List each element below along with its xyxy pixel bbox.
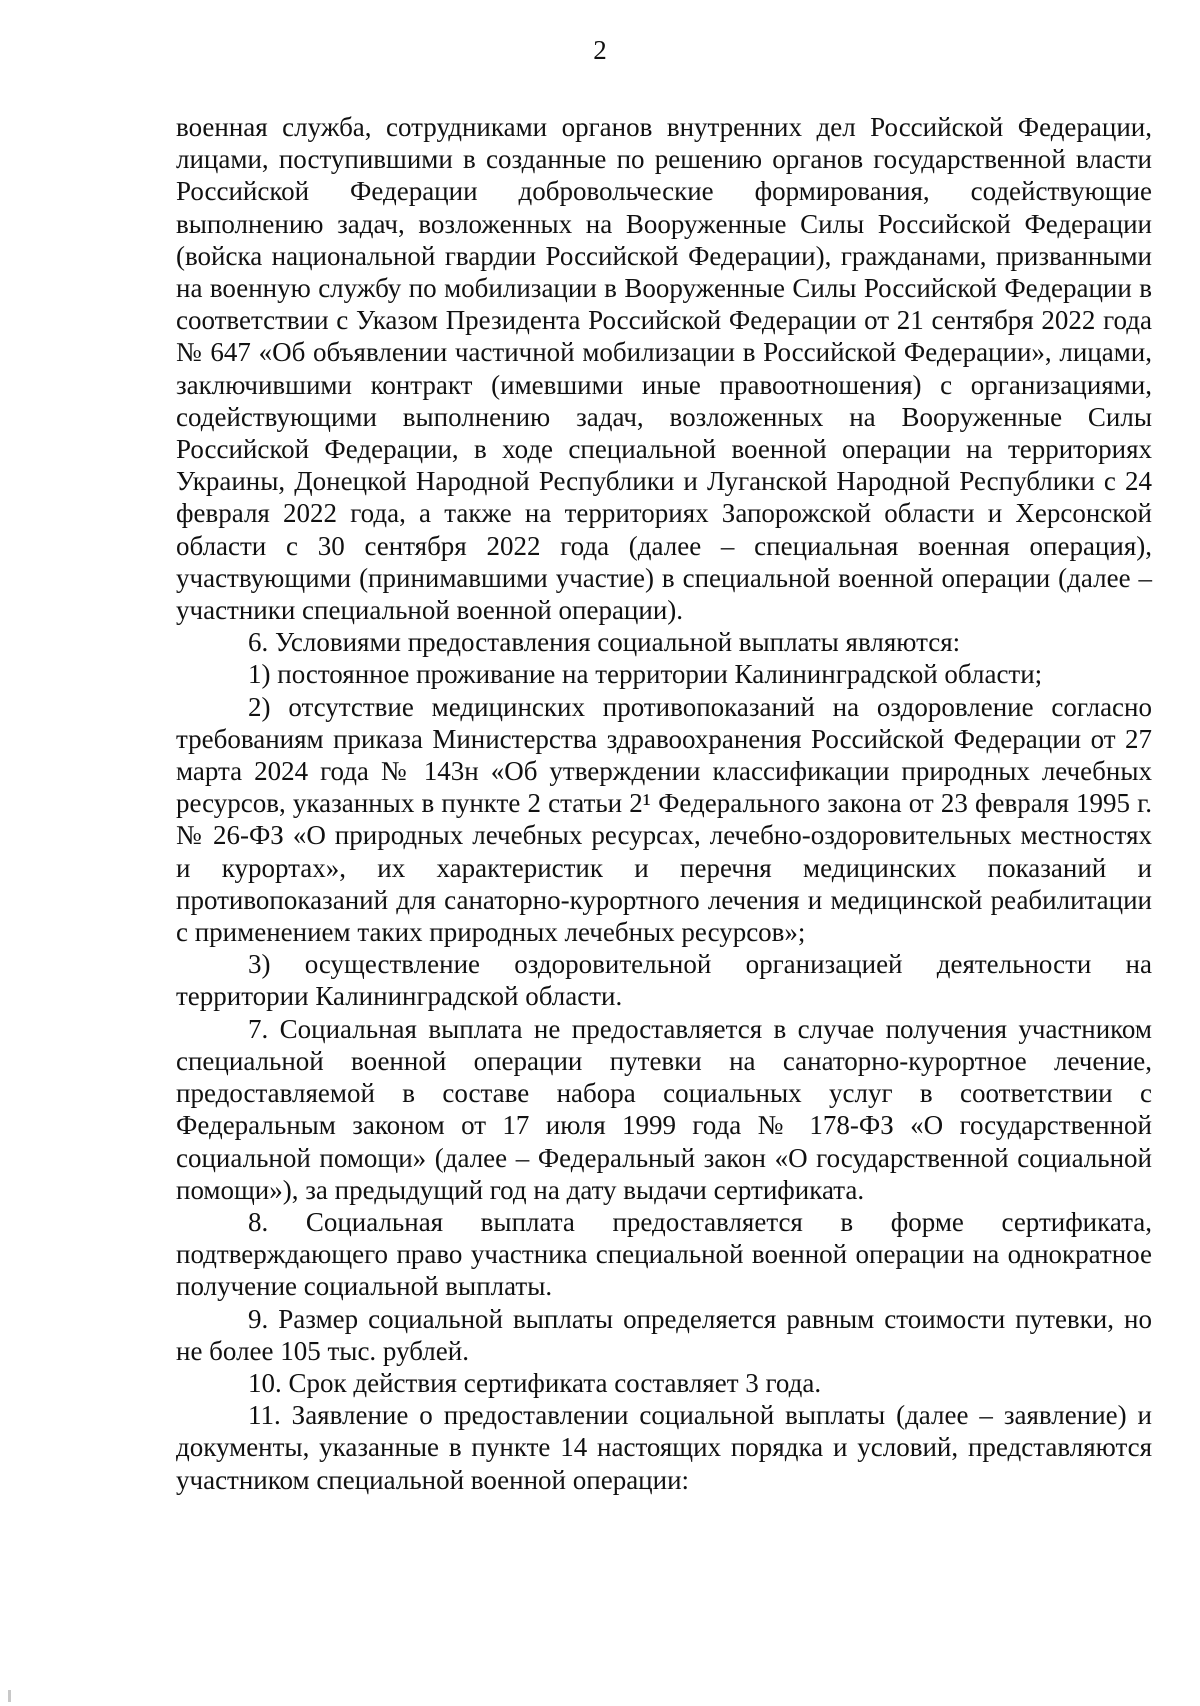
document-body	[176, 111, 1152, 1496]
paragraph-subitem-1: 1) постоянное проживание на территории Калининградской области;	[248, 659, 1043, 690]
paragraph-item-6: 6. Условиями предоставления социальной выплаты являются:	[248, 627, 961, 658]
paragraph-subitem-2: 2) отсутствие медицинских противопоказаний на оздоровление согласно требованиям приказа Министерства здравоохранения Российской Федерации от 27 марта 2024 года № 143н «Об утверждении классификации природных лечебных ресурсов, указанных в пункте 2 статьи 2¹ Федерального закона от 23 февраля 1995 г. № 26-ФЗ «О природных лечебных ресурсах, лечебно-оздоровительных местностях и курортах», их характеристик и перечня медицинских показаний и противопоказаний для санаторно-курортного лечения и медицинской реабилитации с применением таких природных лечебных ресурсов»;	[176, 691, 1152, 948]
paragraph-subitem-3: 3) осуществление оздоровительной организацией деятельности на территории Калининградской области.	[176, 949, 1152, 1012]
scan-edge-mark	[8, 1690, 11, 1702]
page-number: 2	[593, 35, 607, 65]
paragraph-continuation: военная служба, сотрудниками органов внутренних дел Российской Федерации, лицами, поступившими в созданные по решению органов государственной власти Российской Федерации добровольческие формирования, содействующие выполнению задач, возложенных на Вооруженные Силы Российской Федерации (войска национальной гвардии Российской Федерации), гражданами, призванными на военную службу по мобилизации в Вооруженные Силы Российской Федерации в соответствии с Указом Президента Российской Федерации от 21 сентября 2022 года № 647 «Об объявлении частичной мобилизации в Российской Федерации», лицами, заключившими контракт (имевшими иные правоотношения) с организациями, содействующими выполнению задач, возложенных на Вооруженные Силы Российской Федерации, в ходе специальной военной операции на территориях Украины, Донецкой Народной Республики и Луганской Народной Республики с 24 февраля 2022 года, а также на территориях Запорожской области и Херсонской области с 30 сентября 2022 года (далее – специальная военная операция), участвующими (принимавшими участие) в специальной военной операции (далее – участники специальной военной операции).	[176, 112, 1152, 626]
paragraph-item-9: 9. Размер социальной выплаты определяется равным стоимости путевки, но не более 105 тыс. рублей.	[176, 1303, 1152, 1366]
paragraph-item-8: 8. Социальная выплата предоставляется в форме сертификата, подтверждающего право участника специальной военной операции на однократное получение социальной выплаты.	[176, 1206, 1152, 1302]
paragraph-item-7: 7. Социальная выплата не предоставляется в случае получения участником специальной военной операции путевки на санаторно-курортное лечение, предоставляемой в составе набора социальных услуг в соответствии с Федеральным законом от 17 июля 1999 года № 178-ФЗ «О государственной социальной помощи» (далее – Федеральный закон «О государственной социальной помощи»), за предыдущий год на дату выдачи сертификата.	[176, 1013, 1152, 1205]
paragraph-item-10: 10. Срок действия сертификата составляет 3 года.	[248, 1367, 822, 1398]
paragraph-item-11: 11. Заявление о предоставлении социальной выплаты (далее – заявление) и документы, указанные в пункте 14 настоящих порядка и условий, представляются участником специальной военной операции:	[176, 1400, 1152, 1495]
